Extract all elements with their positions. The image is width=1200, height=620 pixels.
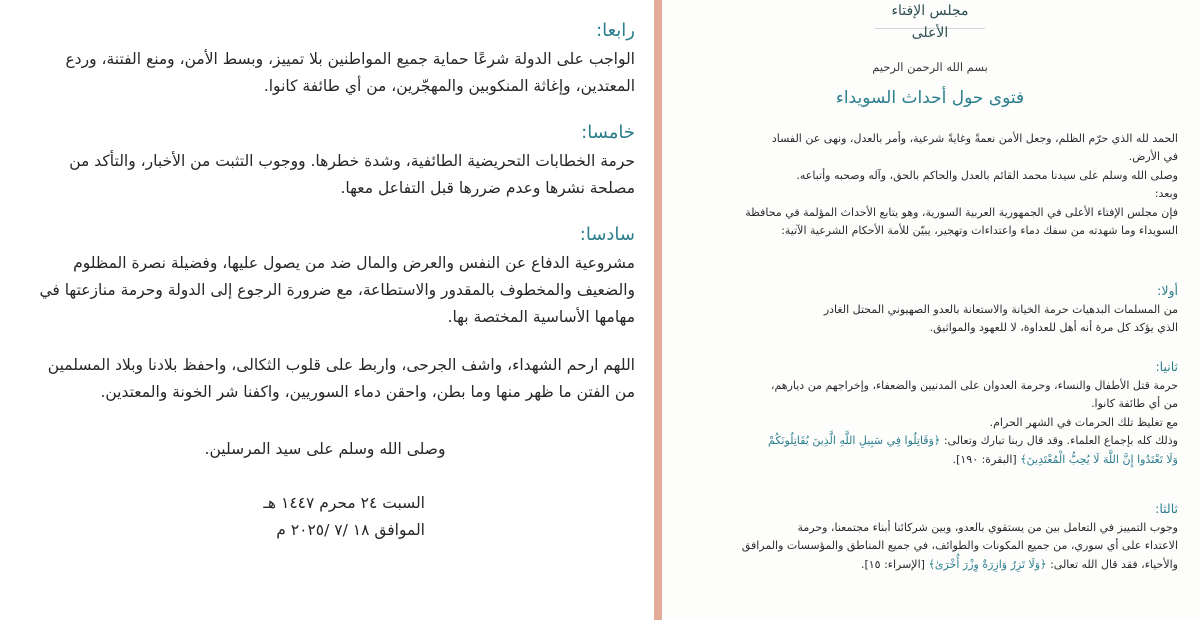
section-heading: أولا: — [1157, 283, 1178, 298]
paragraph-line: في الأرض. — [1128, 150, 1178, 164]
paragraph-line: الاعتداء على أي سوري، من جميع المكونات والطوائف، في جميع المناطق والمؤسسات والمرافق — [741, 539, 1178, 553]
paragraph-line: فإن مجلس الإفتاء الأعلى في الجمهورية العربية السورية، وهو يتابع الأحداث المؤلمة في محافظة — [745, 205, 1178, 219]
section-awwal — [682, 282, 1178, 338]
paragraph-line: وجوب التمييز في التعامل بين من يستقوي بالعدو، وبين شركائنا أبناء مجتمعنا، وحرمة — [797, 521, 1178, 534]
paragraph-line — [682, 451, 1178, 469]
section-thalith — [682, 500, 1178, 574]
paragraph-line: اللهم ارحم الشهداء، واشف الجرحى، واربط على قلوب الثكالى، واحفظ بلادنا وبلاد المسلمين — [47, 356, 635, 374]
paragraph-line — [682, 432, 1178, 450]
quran-verse: وَلَا تَعْتَدُوا إِنَّ اللَّهَ لَا يُحِبُّ الْمُعْتَدِينَ﴾ — [1020, 452, 1178, 466]
date-gregorian: الموافق ١٨ /٧ /٢٠٢٥ م — [276, 521, 425, 539]
paragraph-line: من أي طائفة كانوا. — [1091, 397, 1178, 411]
section-heading: ثانيا: — [1155, 359, 1178, 374]
paragraph-line — [682, 556, 1178, 574]
paragraph-line: مع تغليظ تلك الحرمات في الشهر الحرام. — [989, 415, 1178, 429]
section-rabi — [15, 18, 635, 100]
paragraph-line: مهامها الأساسية المختصة بها. — [447, 308, 635, 326]
basmala: بسم الله الرحمن الرحيم — [872, 60, 988, 74]
paragraph-line: والضعيف والمخطوف بالمقدور والاستطاعة، مع ضرورة الرجوع إلى الدولة وحرمة منازعتها في — [39, 281, 635, 299]
quran-verse: ﴿وَلَا تَزِرُ وَازِرَةٌ وِزْرَ أُخْرَىٰ﴾ — [928, 557, 1047, 571]
paragraph-line: الحمد لله الذي حرّم الظلم، وجعل الأمن نعمةً وغايةً شرعية، وأمر بالعدل، ونهى عن الفساد — [771, 132, 1178, 145]
closing-salutation — [15, 436, 635, 463]
paragraph-line: الذي يؤكد كل مرة أنه أهل للعداوة، لا للعهود والمواثيق. — [929, 321, 1178, 335]
logo-text: مجلس الإفتاء الأعلى — [891, 3, 969, 41]
section-heading: سادسا: — [579, 224, 635, 245]
paragraph-line: السويداء وما شهدته من سفك دماء واعتداءات وتهجير، يبيّن للأمة الأحكام الشرعية الآتية: — [781, 224, 1178, 238]
verse-reference: [الإسراء: ١٥]. — [860, 557, 925, 571]
quran-verse: ﴿وَقَاتِلُوا فِي سَبِيلِ اللَّهِ الَّذِينَ يُقَاتِلُونَكُمْ — [768, 434, 941, 448]
paragraph-line: وصلى الله وسلم على سيدنا محمد القائم بالعدل والحاكم بالحق، وآله وصحبه وأتباعه. — [796, 168, 1178, 182]
intro-paragraph — [682, 130, 1178, 240]
verse-intro: والأحياء، فقد قال الله تعالى: — [1050, 557, 1178, 571]
paragraph-line: حرمة الخطابات التحريضية الطائفية، وشدة خطرها. ووجوب التثبت من الأخبار، والتأكد من — [69, 152, 635, 170]
section-sadis — [15, 222, 635, 331]
salat-line: وصلى الله وسلم على سيد المرسلين. — [204, 440, 446, 458]
paragraph-line: حرمة قتل الأطفال والنساء، وحرمة العدوان على المدنيين والضعفاء، وإخراجهم من ديارهم، — [770, 379, 1178, 392]
section-heading: رابعا: — [596, 20, 635, 41]
section-heading: خامسا: — [581, 122, 635, 143]
section-thani — [682, 358, 1178, 469]
verse-intro: وذلك كله بإجماع العلماء. وقد قال ربنا تبارك وتعالى: — [943, 434, 1178, 448]
verse-reference: [البقرة: ١٩٠]. — [952, 452, 1017, 466]
paragraph-line: من المسلمات البدهيات حرمة الخيانة والاستعانة بالعدو الصهيوني المحتل الغادر — [823, 303, 1178, 316]
fatwa-title: فتوى حول أحداث السويداء — [835, 88, 1025, 108]
paragraph-line: وبعد: — [1154, 187, 1178, 201]
section-heading: ثالثا: — [1155, 501, 1178, 516]
council-logo — [875, 0, 985, 41]
page-divider — [654, 0, 662, 620]
date-hijri: السبت ٢٤ محرم ١٤٤٧ هـ — [263, 494, 425, 512]
section-khamis — [15, 120, 635, 202]
paragraph-line: الواجب على الدولة شرعًا حماية جميع المواطنين بلا تمييز، وبسط الأمن، ومنع الفتنة، وردع — [65, 50, 635, 68]
paragraph-line: مصلحة نشرها وعدم ضررها قبل التفاعل معها. — [340, 179, 635, 197]
dua-paragraph — [15, 352, 635, 406]
paragraph-line: مشروعية الدفاع عن النفس والعرض والمال ضد من يصول عليها، وفضيلة نصرة المظلوم — [73, 254, 635, 272]
date-block — [225, 490, 425, 544]
paragraph-line: من الفتن ما ظهر منها وما بطن، واحقن دماء السوريين، واكفنا شر الخونة والمعتدين. — [100, 383, 635, 401]
paragraph-line: المعتدين، وإغاثة المنكوبين والمهجّرين، من أي طائفة كانوا. — [263, 77, 635, 95]
document-page-right — [662, 0, 1200, 620]
